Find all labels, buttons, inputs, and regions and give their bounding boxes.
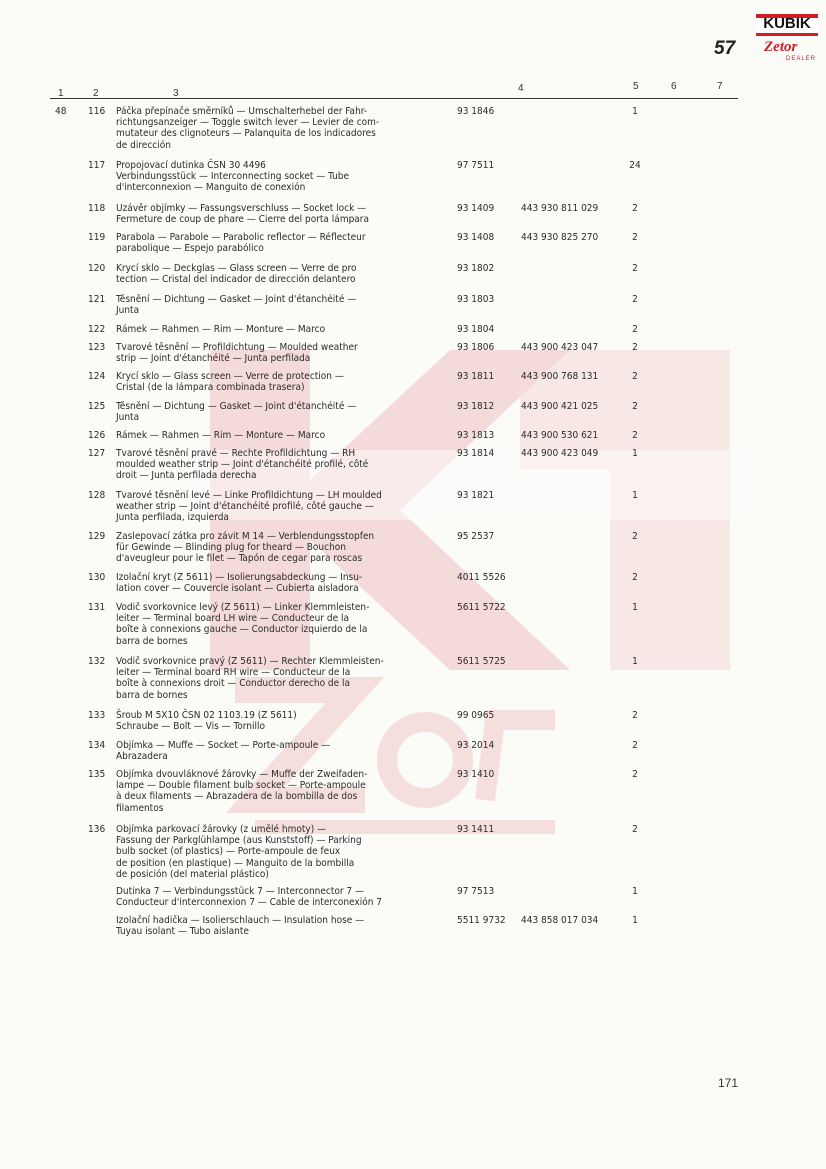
description-line: Tuyau isolant — Tubo aislante — [116, 926, 249, 938]
description-line: tection — Cristal del indicador de dirección delantero — [116, 274, 356, 286]
alt-part-number: 443 900 423 049 — [521, 448, 599, 459]
part-number: 97 7513 — [457, 886, 495, 897]
part-description — [116, 824, 438, 880]
description-line: Krycí sklo — Deckglas — Glass screen — Verre de pro — [116, 263, 357, 274]
part-description — [116, 342, 438, 364]
page-number: 57 — [714, 38, 736, 59]
quantity: 2 — [632, 401, 638, 412]
part-description — [116, 602, 438, 647]
position-number: 122 — [88, 324, 106, 335]
description-line: Tvarové těsnění levé — Linke Profildichtung — LH moulded — [116, 490, 382, 501]
alt-part-number: 443 930 825 270 — [521, 232, 599, 243]
part-number: 93 1411 — [457, 824, 495, 835]
part-description — [116, 656, 438, 701]
position-number: 119 — [88, 232, 106, 243]
alt-part-number: 443 900 423 047 — [521, 342, 599, 353]
part-number: 93 1846 — [457, 106, 495, 117]
quantity: 2 — [632, 294, 638, 305]
part-description — [116, 915, 438, 937]
part-number: 93 1821 — [457, 490, 495, 501]
description-line: Páčka přepínače směrníků — Umschalterhebel der Fahr- — [116, 106, 368, 117]
header-col-1: 1 — [58, 88, 64, 99]
part-number: 4011 5526 — [457, 572, 506, 583]
part-description — [116, 294, 438, 316]
part-number: 99 0965 — [457, 710, 495, 721]
position-number: 123 — [88, 342, 106, 353]
quantity: 2 — [632, 740, 638, 751]
position-number: 120 — [88, 263, 106, 274]
position-number: 125 — [88, 401, 106, 412]
description-line: parabolique — Espejo parabólico — [116, 243, 264, 255]
position-number: 129 — [88, 531, 106, 542]
part-description — [116, 106, 438, 151]
description-line: Fassung der Parkglühlampe (aus Kunststoff) — Parking — [116, 835, 362, 847]
description-line: mutateur des clignoteurs — Palanquita de los indicadores — [116, 128, 376, 140]
description-line: Propojovací dutinka ČSN 30 4496 — [116, 160, 266, 171]
quantity: 1 — [632, 886, 638, 897]
part-description — [116, 710, 438, 732]
part-description — [116, 572, 438, 594]
part-number: 93 1803 — [457, 294, 495, 305]
part-number: 5611 5722 — [457, 602, 506, 613]
description-line: Junta — [116, 305, 140, 317]
description-line: Izolační hadička — Isolierschlauch — Insulation hose — — [116, 915, 365, 926]
description-line: Rámek — Rahmen — Rim — Monture — Marco — [116, 430, 326, 441]
quantity: 2 — [632, 324, 638, 335]
description-line: Izolační kryt (Z 5611) — Isolierungsabdeckung — Insu- — [116, 572, 363, 583]
quantity: 2 — [632, 203, 638, 214]
alt-part-number: 443 900 421 025 — [521, 401, 599, 412]
description-line: leiter — Terminal board LH wire — Conducteur de la — [116, 613, 350, 625]
description-line: Schraube — Bolt — Vis — Tornillo — [116, 721, 266, 733]
header-col-7: 7 — [717, 81, 723, 92]
part-number: 93 1409 — [457, 203, 495, 214]
description-line: Verbindungsstück — Interconnecting socket — Tube — [116, 171, 350, 183]
part-number: 93 1410 — [457, 769, 495, 780]
position-number: 134 — [88, 740, 106, 751]
description-line: Uzávěr objímky — Fassungsverschluss — Socket lock — — [116, 203, 367, 214]
description-line: Fermeture de coup de phare — Cierre del porta lámpara — [116, 214, 370, 226]
description-line: lampe — Double filament bulb socket — Porte-ampoule — [116, 780, 366, 792]
dealer-logo — [756, 14, 818, 66]
quantity: 1 — [632, 602, 638, 613]
description-line: strip — Joint d'étanchéité — Junta perfilada — [116, 353, 311, 365]
position-number: 132 — [88, 656, 106, 667]
part-description — [116, 886, 438, 908]
description-line: Objímka — Muffe — Socket — Porte-ampoule — — [116, 740, 331, 751]
header-rule — [50, 98, 738, 99]
position-number: 135 — [88, 769, 106, 780]
part-number: 97 7511 — [457, 160, 495, 171]
description-line: barra de bornes — [116, 689, 188, 701]
description-line: lation cover — Couvercle isolant — Cubierta aisladora — [116, 583, 359, 595]
position-number: 118 — [88, 203, 106, 214]
position-number: 130 — [88, 572, 106, 583]
quantity: 1 — [632, 656, 638, 667]
quantity: 2 — [632, 232, 638, 243]
quantity: 1 — [632, 448, 638, 459]
description-line: bulb socket (of plastics) — Porte-ampoule de feux — [116, 846, 341, 858]
quantity: 2 — [632, 769, 638, 780]
part-description — [116, 232, 438, 254]
description-line: Rámek — Rahmen — Rim — Monture — Marco — [116, 324, 326, 335]
logo-sub: DEALER — [786, 56, 817, 62]
group-number: 48 — [55, 106, 67, 117]
part-number: 93 1811 — [457, 371, 495, 382]
header-col-3: 3 — [173, 88, 179, 99]
description-line: Objímka dvouvláknové žárovky — Muffe der Zweifaden- — [116, 769, 368, 780]
position-number: 126 — [88, 430, 106, 441]
position-number: 133 — [88, 710, 106, 721]
part-number: 93 1814 — [457, 448, 495, 459]
part-description — [116, 448, 438, 482]
part-number: 93 1802 — [457, 263, 495, 274]
quantity: 1 — [632, 106, 638, 117]
position-number: 136 — [88, 824, 106, 835]
description-line: boîte à connexions droit — Conductor derecho de la — [116, 678, 351, 690]
quantity: 2 — [632, 710, 638, 721]
description-line: Conducteur d'interconnexion 7 — Cable de interconexión 7 — [116, 897, 383, 909]
quantity: 2 — [632, 572, 638, 583]
part-description — [116, 263, 438, 285]
description-line: Šroub M 5X10 ČSN 02 1103.19 (Z 5611) — [116, 710, 297, 721]
description-line: Junta — [116, 412, 140, 424]
description-line: Vodič svorkovnice pravý (Z 5611) — Rechter Klemmleisten- — [116, 656, 384, 667]
part-number: 5611 5725 — [457, 656, 506, 667]
quantity: 2 — [632, 531, 638, 542]
part-description — [116, 324, 438, 335]
part-description — [116, 371, 438, 393]
description-line: boîte à connexions gauche — Conductor izquierdo de la — [116, 624, 368, 636]
part-number: 93 1408 — [457, 232, 495, 243]
description-line: richtungsanzeiger — Toggle switch lever — Levier de com- — [116, 117, 380, 129]
part-number: 5511 9732 — [457, 915, 506, 926]
position-number: 124 — [88, 371, 106, 382]
description-line: leiter — Terminal board RH wire — Conducteur de la — [116, 667, 351, 679]
description-line: Těsnění — Dichtung — Gasket — Joint d'étanchéité — — [116, 294, 357, 305]
description-line: Vodič svorkovnice levý (Z 5611) — Linker Klemmleisten- — [116, 602, 370, 613]
description-line: Junta perfilada, izquierda — [116, 512, 229, 524]
description-line: für Gewinde — Blinding plug for theard — Bouchon — [116, 542, 346, 554]
header-col-5: 5 — [633, 81, 639, 92]
description-line: Parabola — Parabole — Parabolic reflector — Réflecteur — [116, 232, 366, 243]
quantity: 2 — [632, 263, 638, 274]
description-line: Abrazadera — [116, 751, 168, 763]
description-line: de position (en plastique) — Manguito de la bombilla — [116, 857, 355, 869]
alt-part-number: 443 900 768 131 — [521, 371, 599, 382]
description-line: Zaslepovací zátka pro závit M 14 — Verblendungsstopfen — [116, 531, 375, 542]
quantity: 2 — [632, 824, 638, 835]
description-line: Těsnění — Dichtung — Gasket — Joint d'étanchéité — — [116, 401, 357, 412]
folio-number: 171 — [718, 1076, 739, 1090]
position-number: 121 — [88, 294, 106, 305]
description-line: de posición (del material plástico) — [116, 868, 269, 880]
part-number: 93 1813 — [457, 430, 495, 441]
part-description — [116, 769, 438, 814]
description-line: Objímka parkovací žárovky (z umělé hmoty) — — [116, 824, 327, 835]
description-line: barra de bornes — [116, 635, 188, 647]
part-number: 93 1804 — [457, 324, 495, 335]
quantity: 2 — [632, 342, 638, 353]
position-number: 117 — [88, 160, 106, 171]
part-description — [116, 531, 438, 565]
position-number: 131 — [88, 602, 106, 613]
description-line: Krycí sklo — Glass screen — Verre de protection — — [116, 371, 344, 382]
header-col-6: 6 — [671, 81, 677, 92]
alt-part-number: 443 930 811 029 — [521, 203, 599, 214]
part-description — [116, 740, 438, 762]
part-number: 93 1806 — [457, 342, 495, 353]
description-line: de dirección — [116, 139, 171, 151]
position-number: 116 — [88, 106, 106, 117]
description-line: d'aveugleur pour le filet — Tapón de cegar para roscas — [116, 553, 363, 565]
description-line: weather strip — Joint d'étanchéité profilé, côté gauche — — [116, 501, 374, 513]
alt-part-number: 443 858 017 034 — [521, 915, 599, 926]
header-col-2: 2 — [93, 88, 99, 99]
description-line: d'interconnexion — Manguito de conexión — [116, 182, 306, 194]
position-number: 128 — [88, 490, 106, 501]
quantity: 24 — [629, 160, 641, 171]
part-number: 95 2537 — [457, 531, 495, 542]
quantity: 2 — [632, 430, 638, 441]
quantity: 1 — [632, 915, 638, 926]
part-number: 93 1812 — [457, 401, 495, 412]
logo-name: KUBIK — [763, 15, 811, 32]
part-description — [116, 430, 438, 441]
part-description — [116, 203, 438, 225]
part-description — [116, 401, 438, 423]
part-description — [116, 160, 438, 194]
description-line: moulded weather strip — Joint d'étanchéité profilé, côté — [116, 459, 369, 471]
part-number: 93 2014 — [457, 740, 495, 751]
quantity: 1 — [632, 490, 638, 501]
description-line: à deux filaments — Abrazadera de la bombilla de dos — [116, 791, 358, 803]
part-description — [116, 490, 438, 524]
description-line: droit — Junta perfilada derecha — [116, 470, 257, 482]
logo-brand: Zetor — [764, 39, 798, 55]
header-col-4: 4 — [518, 83, 524, 94]
description-line: Cristal (de la lámpara combinada trasera) — [116, 382, 305, 394]
position-number: 127 — [88, 448, 106, 459]
description-line: Tvarové těsnění — Profildichtung — Moulded weather — [116, 342, 358, 353]
alt-part-number: 443 900 530 621 — [521, 430, 599, 441]
description-line: Dutinka 7 — Verbindungsstück 7 — Interconnector 7 — — [116, 886, 364, 897]
description-line: filamentos — [116, 802, 164, 814]
quantity: 2 — [632, 371, 638, 382]
description-line: Tvarové těsnění pravé — Rechte Profildichtung — RH — [116, 448, 356, 459]
